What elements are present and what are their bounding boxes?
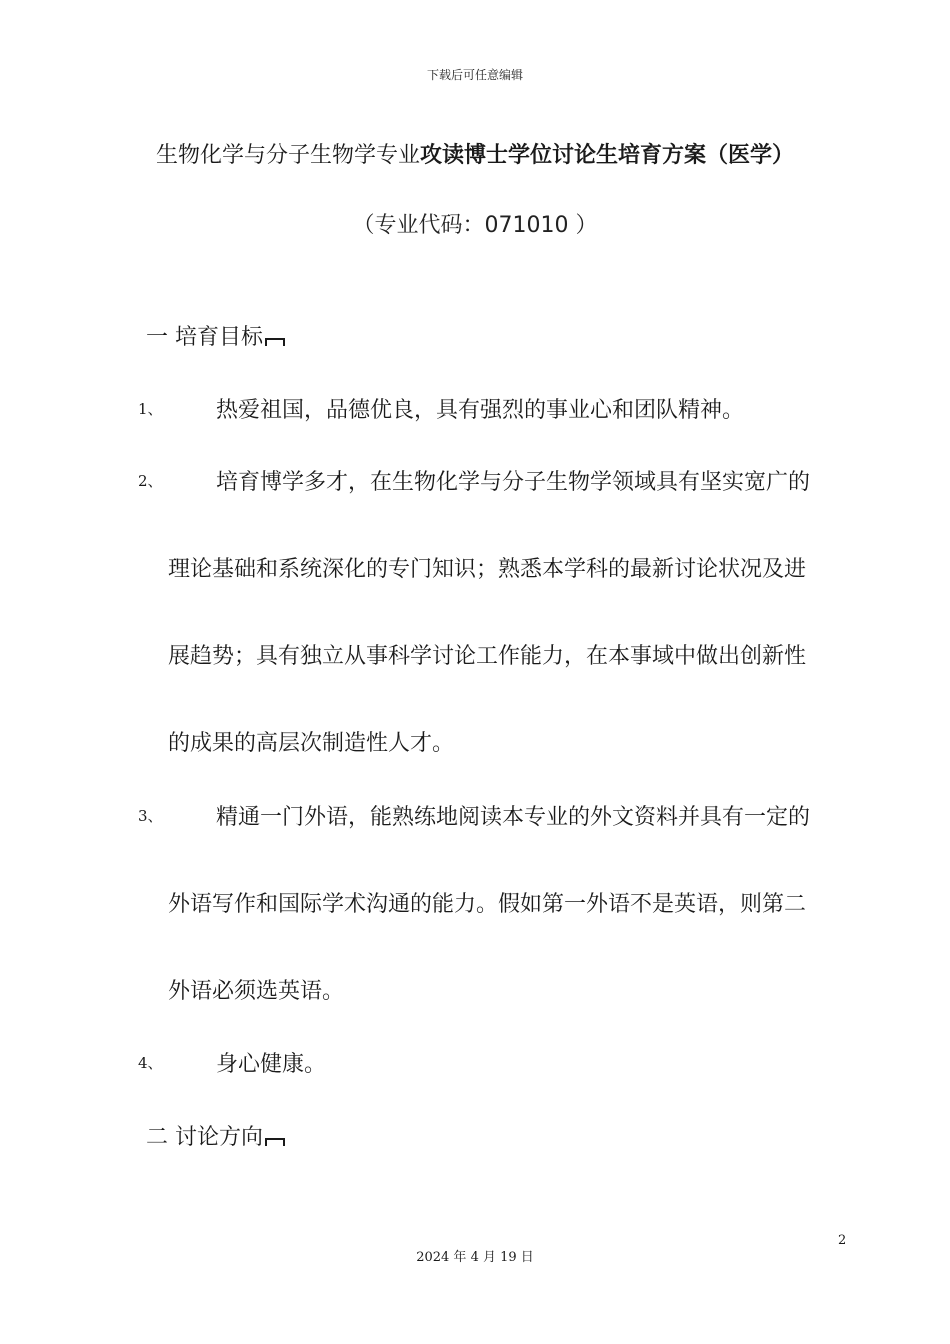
item-line: 外语写作和国际学术沟通的能力。假如第一外语不是英语，则第二: [168, 892, 807, 917]
section-title: 二 讨论方向: [146, 1125, 263, 1150]
item-line: 身心健康。: [216, 1052, 327, 1077]
section-title: 一 培育目标: [146, 325, 263, 350]
page-header: 下载后可任意编辑: [426, 68, 523, 82]
item-line: 培育博学多才，在生物化学与分子生物学领域具有坚实宽广的: [216, 470, 811, 495]
page-number: 2: [838, 1233, 847, 1248]
item-line: 展趋势；具有独立从事科学讨论工作能力，在本事域中做出创新性: [168, 644, 807, 669]
item-number: 1、: [138, 400, 163, 418]
section-mark-icon: [265, 338, 285, 346]
document-title: [0, 138, 950, 169]
item-number: 2、: [138, 472, 163, 490]
item-line: 热爱祖国，品德优良，具有强烈的事业心和团队精神。: [216, 398, 745, 423]
item-line: 的成果的高层次制造性人才。: [168, 731, 455, 756]
section-heading-goals: [146, 320, 285, 351]
item-line: 外语必须选英语。: [168, 979, 345, 1004]
page-footer-date: 2024 年 4 月 19 日: [416, 1250, 534, 1265]
document-subtitle: （专业代码：071010 ）: [352, 213, 598, 238]
item-number: 4、: [138, 1054, 163, 1072]
section-heading-directions: [146, 1120, 285, 1151]
section-mark-icon: [265, 1138, 285, 1146]
title-bold: 攻读博士学位讨论生培育方案（医学）: [420, 143, 795, 168]
item-number: 3、: [138, 807, 163, 825]
item-line: 理论基础和系统深化的专门知识；熟悉本学科的最新讨论状况及进: [168, 557, 807, 582]
item-line: 精通一门外语，能熟练地阅读本专业的外文资料并具有一定的: [216, 805, 811, 830]
title-normal: 生物化学与分子生物学专业: [155, 143, 420, 168]
